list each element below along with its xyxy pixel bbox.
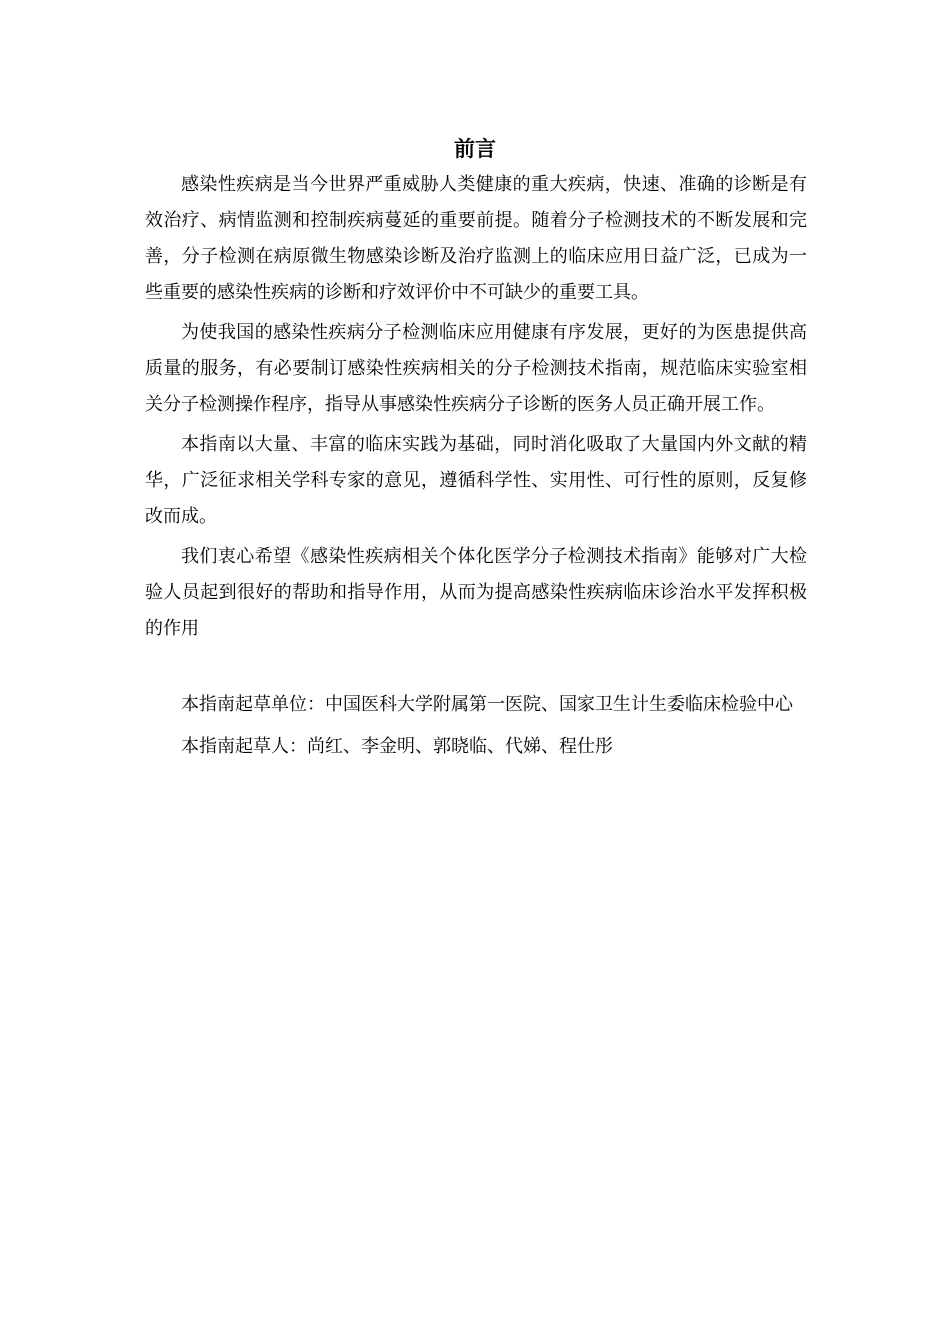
document-body (145, 167, 807, 765)
paragraph-hope: 我们衷心希望《感染性疾病相关个体化医学分子检测技术指南》能够对广大检验人员起到很好的帮助和指导作用，从而为提高感染性疾病临床诊治水平发挥积极的作用 (145, 546, 807, 639)
paragraph-purpose: 为使我国的感染性疾病分子检测临床应用健康有序发展，更好的为医患提供高质量的服务，有必要制订感染性疾病相关的分子检测技术指南，规范临床实验室相关分子检测操作程序，指导从事感染性疾病分子诊断的医务人员正确开展工作。 (145, 322, 807, 415)
page-title: 前言 (454, 137, 496, 161)
paragraph-basis: 本指南以大量、丰富的临床实践为基础，同时消化吸取了大量国内外文献的精华，广泛征求相关学科专家的意见，遵循科学性、实用性、可行性的原则，反复修改而成。 (145, 434, 807, 527)
drafting-unit: 本指南起草单位：中国医科大学附属第一医院、国家卫生计生委临床检验中心 (181, 694, 793, 715)
drafters: 本指南起草人：尚红、李金明、郭晓临、代娣、程仕彤 (181, 736, 613, 757)
paragraph-intro: 感染性疾病是当今世界严重威胁人类健康的重大疾病，快速、准确的诊断是有效治疗、病情监测和控制疾病蔓延的重要前提。随着分子检测技术的不断发展和完善，分子检测在病原微生物感染诊断及治疗监测上的临床应用日益广泛，已成为一些重要的感染性疾病的诊断和疗效评价中不可缺少的重要工具。 (145, 174, 807, 303)
section-gap (145, 647, 807, 687)
